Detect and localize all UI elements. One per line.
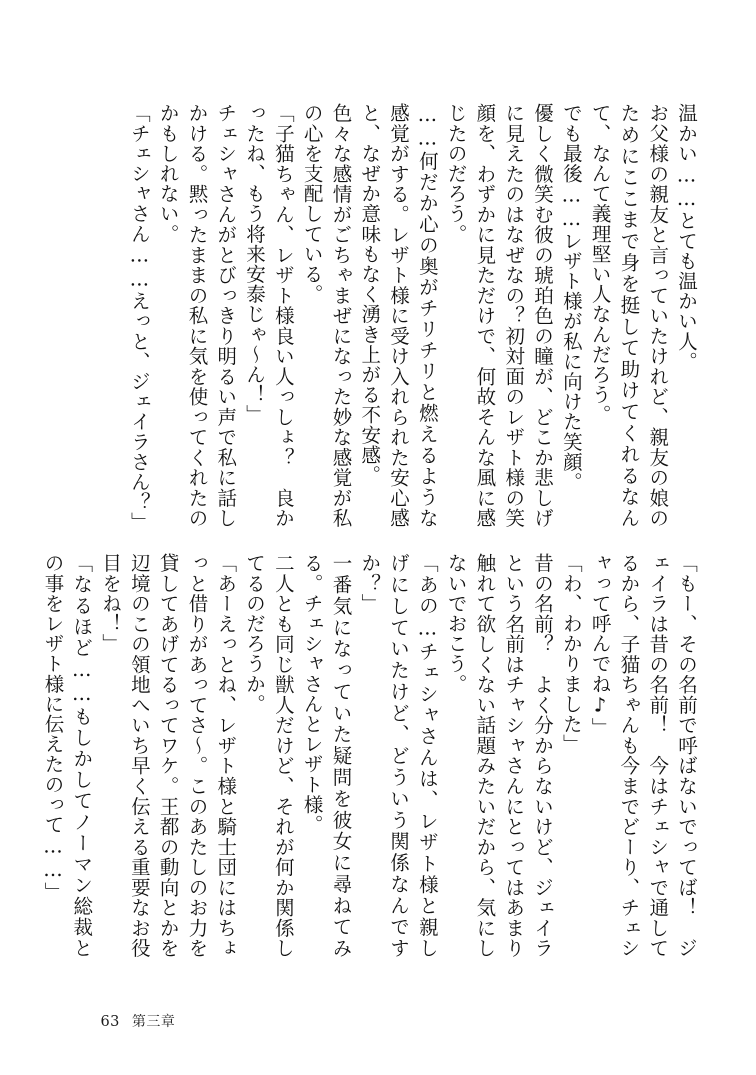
text-paragraph: 昔の名前？ よく分からないけど、ジェイラという名前はチャシャさんにとってはあまり触れて欲しくない話題みたいだから、気にしないでおこう。 [444,553,555,958]
page-number: 63 [100,1014,120,1030]
text-paragraph: 一番気になっていた疑問を彼女に尋ねてみる。チェシャさんとレザト様。 [300,553,353,958]
text-paragraph: チェシャさんがとびっきり明るい声で私に話しかける。黙ったままの私に気を使ってくれたのかもしれない。 [156,103,238,528]
text-paragraph: 「子猫ちゃん、レザト様良い人っしょ？ 良かったね、もう将来安泰じゃ～ん！」 [243,103,295,528]
text-paragraph: お父様の親友と言っていたけれど、親友の娘のためにここまで身を挺して助けてくれるなんて、なんて義理堅い人なんだろう。 [588,103,670,528]
text-paragraph: 「わ、わかりました」 [559,553,583,754]
text-paragraph: 「もー、その名前で呼ばないでってば！ ジェイラは昔の名前！ 今はチェシャで通してるから、子猫ちゃんも今までどーり、チェシャって呼んでね♪」 [588,553,698,958]
body-text-lower-block [41,553,700,958]
text-paragraph: 「あの…チェシャさんは、レザト様と親しげにしていたけど、どういう関係なんですか？」 [358,553,439,958]
text-paragraph: 「なるほど……もしかしてノーマン総裁との事をレザト様に伝えたのって……」 [41,553,94,958]
text-paragraph: 温かい……とても温かい人。 [675,103,698,372]
text-paragraph: ……何だか心の奥がチリチリと燃えるような感覚がする。レザト様に受け入れられた安心感と、なぜか意味もなく湧き上がる不安感。 [358,103,439,528]
body-text-upper-block [100,103,700,533]
chapter-label: 第三章 [131,1014,176,1030]
text-paragraph: 優しく微笑む彼の琥珀色の瞳が、どこか悲しげに見えたのはなぜなの？初対面のレザト様の笑顔を、わずかに見ただけで、何故そんな風に感じたのだろう。 [444,103,555,528]
text-paragraph: 「チェシャさん……えっと、ジェイラさん？」 [127,103,151,533]
text-paragraph: 「あーえっとね、レザト様と騎士団にはちょっと借りがあってさ～。このあたしのお力を貸してあげてるってワケ。王都の動向とかを辺境のこの領地へいち早く伝える重要なお役目をね！」 [99,553,238,958]
text-paragraph: 二人とも同じ獣人だけど、それが何か関係してるのだろうか。 [243,553,295,958]
text-paragraph: でも最後……レザト様が私に向けた笑顔。 [559,103,583,492]
text-paragraph: 色々な感情がごちゃまぜになった妙な感覚が私の心を支配している。 [300,103,353,528]
page-footer [80,995,175,1047]
